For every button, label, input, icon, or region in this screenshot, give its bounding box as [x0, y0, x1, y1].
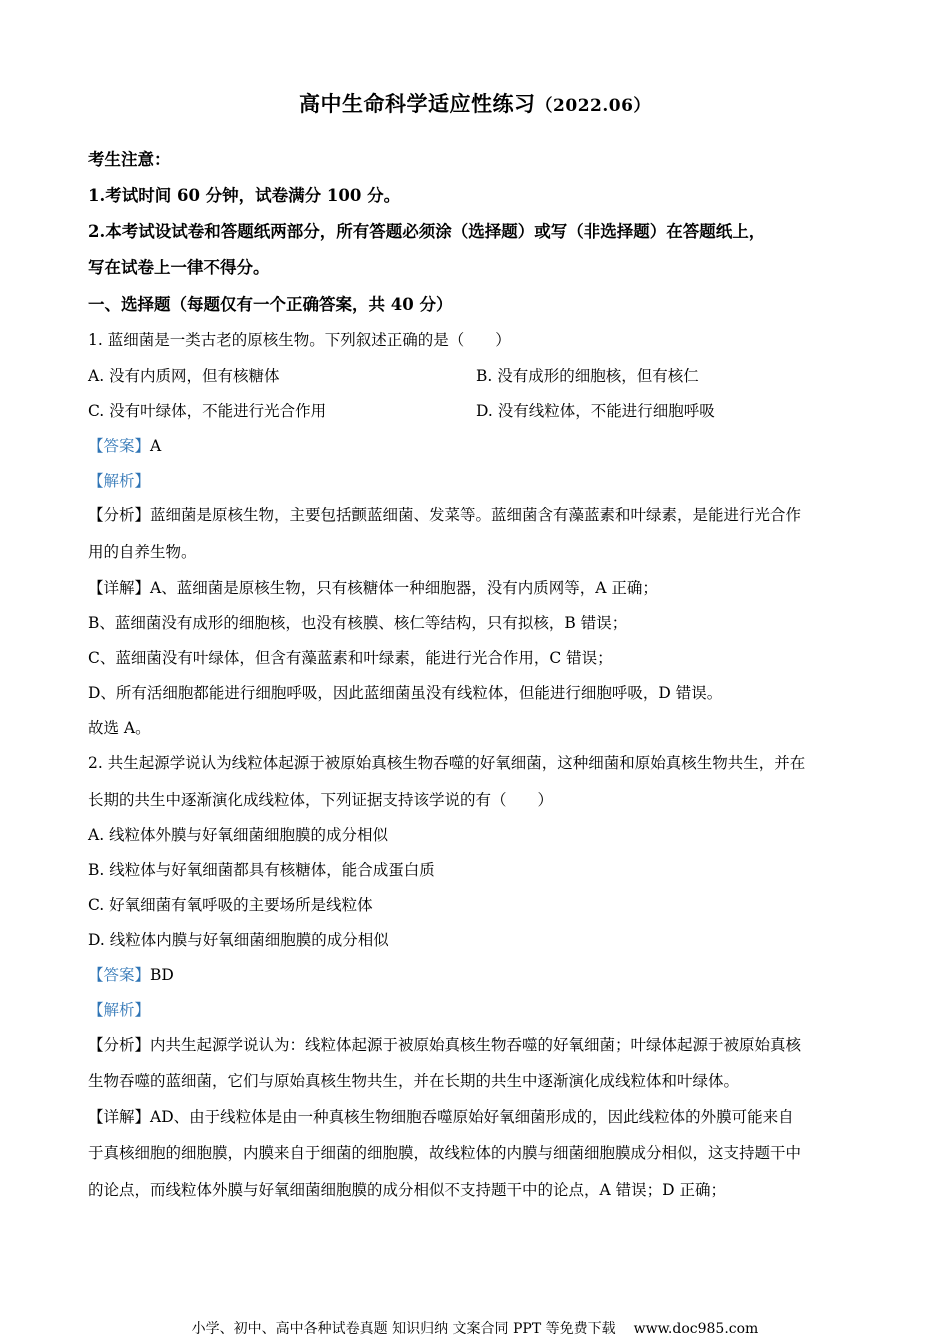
q2-fenxi-line-2: 生物吞噬的蓝细菌，它们与原始真核生物共生，并在长期的共生中逐渐演化成线粒体和叶绿体。 [88, 1072, 740, 1090]
q1-xiangjie-line-c: C、蓝细菌没有叶绿体，但含有藻蓝素和叶绿素，能进行光合作用，C 错误； [88, 649, 613, 667]
footer-text: 小学、初中、高中各种试卷真题 知识归纳 文案合同 PPT 等免费下载 [191, 1321, 616, 1337]
q2-stem-line-2: 长期的共生中逐渐演化成线粒体，下列证据支持该学说的有（ ） [88, 791, 554, 809]
q1-conclusion: 故选 A。 [88, 719, 151, 737]
q2-option-b: B. 线粒体与好氧细菌都具有核糖体，能合成蛋白质 [88, 861, 435, 879]
notice-heading: 考生注意： [88, 150, 171, 169]
q1-stem: 1. 蓝细菌是一类古老的原核生物。下列叙述正确的是（ ） [88, 331, 511, 349]
q2-xiangjie-line-2: 于真核细胞的细胞膜，内膜来自于细菌的细胞膜，故线粒体的内膜与细菌细胞膜成分相似，这支持题干中 [88, 1144, 802, 1162]
title-text: 高中生命科学适应性练习 [299, 91, 536, 116]
page-footer [0, 1318, 950, 1338]
q2-stem-line-1: 2. 共生起源学说认为线粒体起源于被原始真核生物吞噬的好氧细菌，这种细菌和原始真核生物共生，并在 [88, 754, 806, 772]
q2-xiangjie-line-3: 的论点，而线粒体外膜与好氧细菌细胞膜的成分相似不支持题干中的论点，A 错误；D 正确； [88, 1181, 726, 1199]
q1-xiangjie-line-b: B、蓝细菌没有成形的细胞核，也没有核膜、核仁等结构，只有拟核，B 错误； [88, 614, 628, 632]
q1-answer-value: A [150, 437, 162, 455]
q2-xiangjie-tag: 【详解】 [88, 1108, 151, 1126]
q1-xiangjie-text-a: A、蓝细菌是原核生物，只有核糖体一种细胞器，没有内质网等，A 正确； [150, 579, 658, 597]
footer-site-link[interactable]: www.doc985.com [633, 1321, 759, 1337]
q1-fenxi-line-1 [88, 503, 801, 525]
q1-fenxi-line-2: 用的自养生物。 [88, 543, 197, 561]
q1-xiangjie-line-a [88, 576, 658, 598]
q2-answer-tag: 【答案】 [88, 966, 151, 984]
q2-option-d: D. 线粒体内膜与好氧细菌细胞膜的成分相似 [88, 931, 389, 949]
q1-answer [88, 434, 161, 456]
page-title [0, 88, 950, 118]
q1-analysis-heading [88, 469, 150, 491]
q1-option-c: C. 没有叶绿体，不能进行光合作用 [88, 402, 327, 420]
q1-option-a: A. 没有内质网，但有核糖体 [88, 367, 280, 385]
q2-answer [88, 963, 174, 985]
q2-fenxi-text-1: 内共生起源学说认为：线粒体起源于被原始真核生物吞噬的好氧细菌；叶绿体起源于被原始真核 [150, 1036, 802, 1054]
q1-fenxi-text-1: 蓝细菌是原核生物，主要包括颤蓝细菌、发菜等。蓝细菌含有藻蓝素和叶绿素，是能进行光合作 [150, 506, 802, 524]
q2-analysis-tag: 【解析】 [88, 1001, 151, 1019]
q2-fenxi-tag: 【分析】 [88, 1036, 151, 1054]
q2-analysis-heading [88, 998, 150, 1020]
notice-item-2-line-2: 写在试卷上一律不得分。 [88, 258, 270, 277]
q1-option-b: B. 没有成形的细胞核，但有核仁 [476, 367, 699, 385]
q1-xiangjie-line-d: D、所有活细胞都能进行细胞呼吸，因此蓝细菌虽没有线粒体，但能进行细胞呼吸，D 错误。 [88, 684, 723, 702]
q2-xiangjie-text-1: AD、由于线粒体是由一种真核生物细胞吞噬原始好氧细菌形成的，因此线粒体的外膜可能来自 [150, 1108, 794, 1126]
q2-fenxi-line-1 [88, 1033, 801, 1055]
q2-xiangjie-line-1 [88, 1105, 794, 1127]
title-date: （2022.06） [535, 96, 651, 116]
notice-item-2-line-1: 2.本考试设试卷和答题纸两部分，所有答题必须涂（选择题）或写（非选择题）在答题纸上， [88, 222, 766, 241]
q2-option-c: C. 好氧细菌有氧呼吸的主要场所是线粒体 [88, 896, 373, 914]
notice-item-1: 1.考试时间 60 分钟，试卷满分 100 分。 [88, 186, 401, 205]
q2-option-a: A. 线粒体外膜与好氧细菌细胞膜的成分相似 [88, 826, 389, 844]
q1-option-d: D. 没有线粒体，不能进行细胞呼吸 [476, 402, 715, 420]
section-heading: 一、选择题（每题仅有一个正确答案，共 40 分） [88, 295, 453, 314]
q1-xiangjie-tag: 【详解】 [88, 579, 151, 597]
q1-analysis-tag: 【解析】 [88, 472, 151, 490]
q1-fenxi-tag: 【分析】 [88, 506, 151, 524]
q2-answer-value: BD [150, 966, 174, 984]
q1-answer-tag: 【答案】 [88, 437, 151, 455]
